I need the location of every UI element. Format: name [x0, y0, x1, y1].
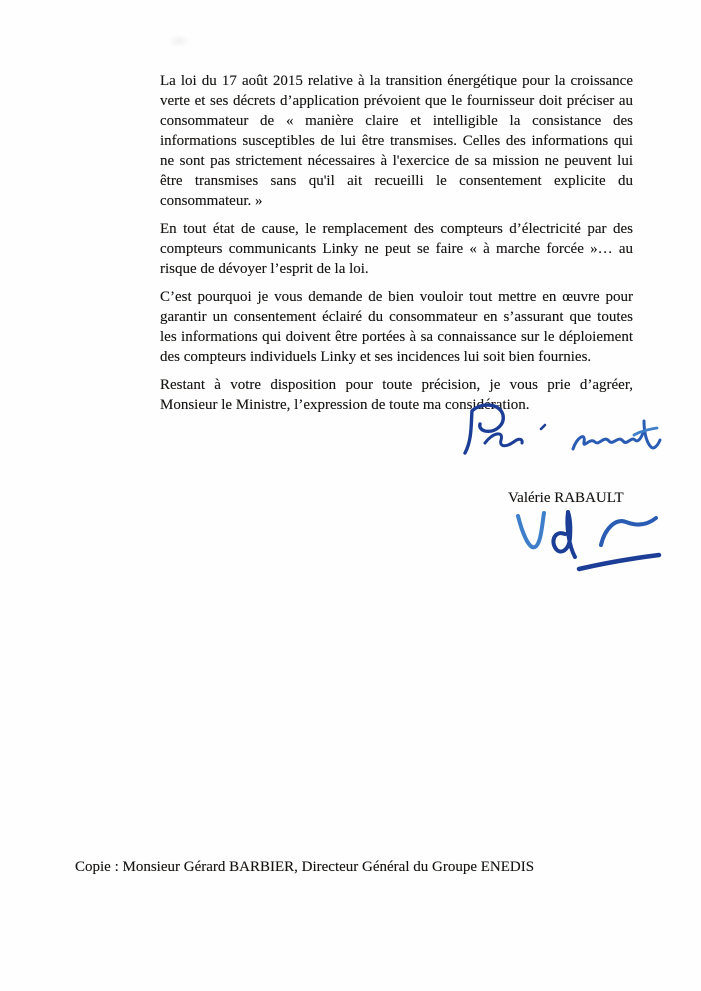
signature-initials-icon — [513, 508, 663, 578]
letter-paragraph-linky: En tout état de cause, le remplacement des compteurs d’électricité par des compteurs communicants Linky ne peut se faire « à marche forcée »… au risque de dévoyer l’esprit de la loi. — [160, 221, 633, 277]
signatory-name: Valérie RABAULT — [508, 490, 624, 506]
letter-paragraph-law: La loi du 17 août 2015 relative à la transition énergétique pour la croissance verte et ses décrets d’application prévoient que le fournisseur doit préciser au consommateur de « manière claire et intelligible la consistance des informations susceptibles de lui être transmises. Celles des informations qui ne sont pas strictement nécessaires à l'exercice de sa mission ne peuvent lui être transmises sans qu'il ait recueilli le consentement explicite du consommateur. » — [160, 73, 633, 209]
handwriting-bien-sincerement-icon — [445, 398, 665, 478]
handwritten-signature — [513, 508, 663, 578]
copy-recipient-line: Copie : Monsieur Gérard BARBIER, Directeur Général du Groupe ENEDIS — [75, 859, 535, 875]
letter-paragraph-request: C’est pourquoi je vous demande de bien vouloir tout mettre en œuvre pour garantir un consentement éclairé du consommateur en s’assurant que toutes les informations qui doivent être portées à sa connaissance sur le déploiement des compteurs individuels Linky et ses incidences lui soit bien fournies. — [160, 289, 633, 365]
scan-smudge — [168, 34, 190, 48]
letter-body — [160, 71, 633, 423]
letter-paragraph-salutation: Restant à votre disposition pour toute précision, je vous prie d’agréer, Monsieur le Ministre, l’expression de toute ma considération. — [160, 377, 633, 413]
handwritten-closing-note — [445, 398, 665, 478]
